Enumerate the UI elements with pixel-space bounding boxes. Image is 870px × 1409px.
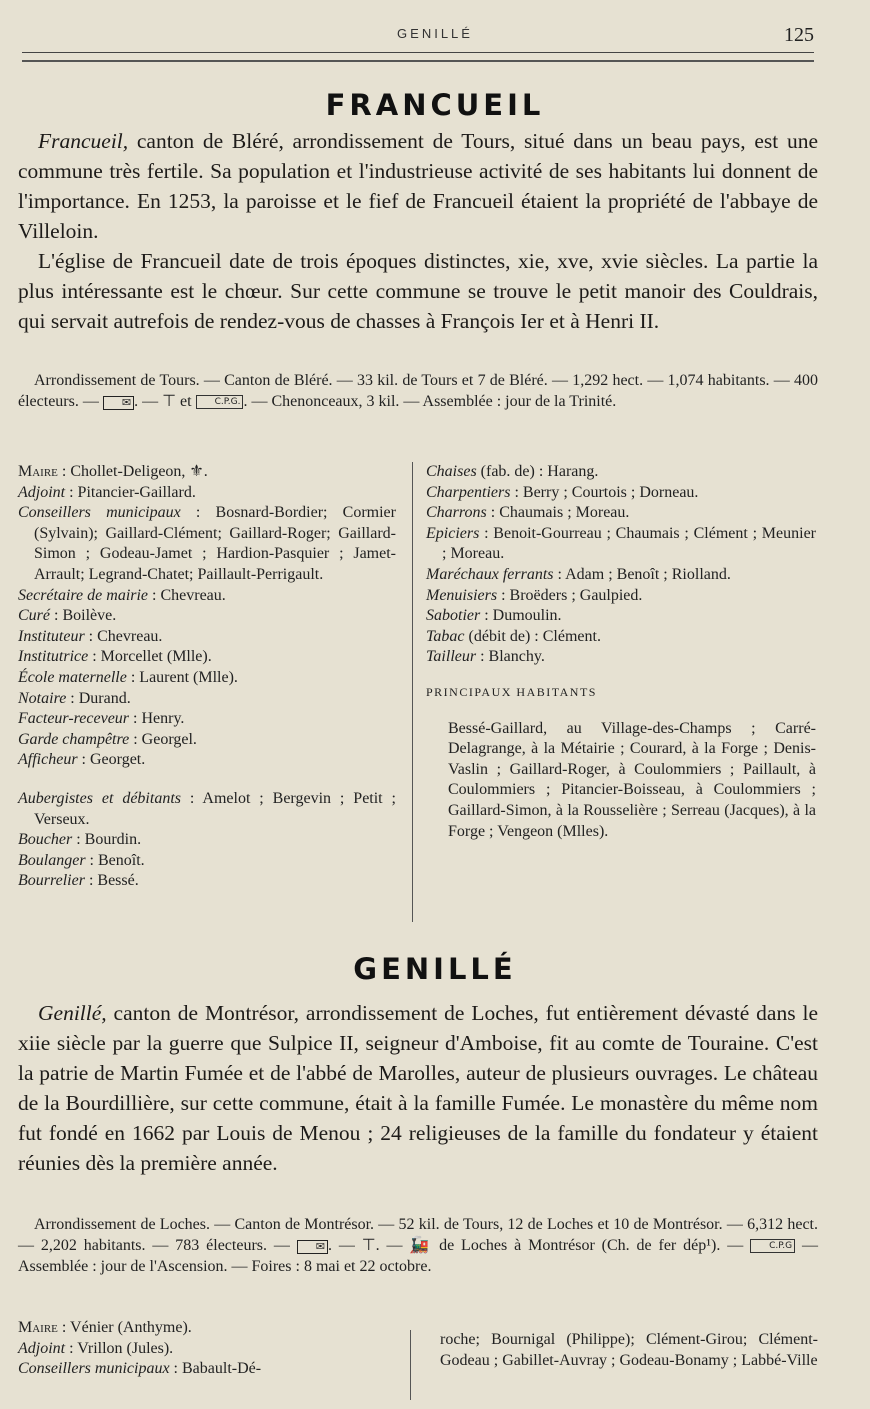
- directory-entry: Boucher : Bourdin.: [18, 831, 142, 849]
- directory-entry: Menuisiers : Broëders ; Gaulpied.: [426, 586, 643, 604]
- directory-entry: Facteur-receveur : Henry.: [18, 710, 185, 728]
- francueil-paragraph-2: L'église de Francueil date de trois époques distinctes, xie, xve, xvie siècles. La partie la plus intéressante est le chœur. Sur cette commune se trouve le petit manoir des Couldrais, qui servait autrefois de rendez-vous de chasses à François Ier et à Henri II.: [18, 249, 818, 333]
- directory-entry: Charpentiers : Berry ; Courtois ; Dorneau.: [426, 483, 699, 501]
- genille-lead: Genillé,: [38, 1001, 107, 1025]
- francueil-stats-text-a: Arrondissement de Tours. — Canton de Bléré. — 33 kil. de Tours et 7 de Bléré. — 1,292 hect. — 1,074 habitants. — 400 électeurs. —: [18, 372, 818, 410]
- directory-entry: Garde champêtre : Georgel.: [18, 730, 197, 748]
- genille-intro: [18, 998, 818, 1178]
- column-divider: [412, 462, 413, 922]
- directory-entry: Maréchaux ferrants : Adam ; Benoît ; Riolland.: [426, 565, 731, 583]
- directory-entry: Tailleur : Blanchy.: [426, 648, 545, 666]
- genille-paragraph-1: [18, 998, 818, 1178]
- cpg-badge: C.P.G.: [196, 395, 244, 409]
- directory-entry: Maire : Vénier (Anthyme).: [18, 1319, 192, 1336]
- francueil-lead: Francueil,: [38, 129, 129, 153]
- header-rule-thick: [22, 60, 814, 62]
- page-number: 125: [784, 24, 814, 46]
- genille-stats-text-c: — Assemblée : jour de l'Ascension. — Foires : 8 mai et 22 octobre.: [18, 1237, 818, 1275]
- francueil-right-column: [426, 462, 816, 842]
- header-rule: [22, 52, 814, 53]
- genille-stats-text-a: Arrondissement de Loches. — Canton de Montrésor. — 52 kil. de Tours, 12 de Loches et 10 de Montrésor. — 6,312 hect. — 2,202 habitants. — 783 électeurs. —: [18, 1216, 818, 1254]
- directory-entry: Secrétaire de mairie : Chevreau.: [18, 586, 226, 604]
- genille-left-column: [18, 1318, 396, 1380]
- directory-entry: Conseillers municipaux : Babault-Dé-: [18, 1360, 262, 1378]
- running-head: [0, 26, 870, 46]
- francueil-paragraph-1: [18, 126, 818, 246]
- genille-stats-text-b: . — ⊤. — 🚂 de Loches à Montrésor (Ch. de fer dép¹). —: [327, 1237, 744, 1254]
- conseillers-continued: roche; Bournigal (Philippe); Clément-Girou; Clément-Godeau ; Gabillet-Auvray ; Godeau-Bonamy ; Labbé-Ville: [440, 1331, 818, 1369]
- francueil-paragraph-1-text: canton de Bléré, arrondissement de Tours, situé dans un beau pays, est une commune très fertile. Sa population et l'industrieuse activité de ses habitants lui donnent de l'importance. En 1253, la paroisse et le fief de Francueil étaient la propriété de l'abbaye de Villeloin.: [18, 129, 818, 243]
- principaux-heading: PRINCIPAUX HABITANTS: [426, 684, 597, 699]
- francueil-intro: [18, 126, 818, 336]
- directory-entry: Adjoint : Pitancier-Gaillard.: [18, 483, 196, 501]
- directory-entry: Instituteur : Chevreau.: [18, 627, 163, 645]
- directory-entry: Curé : Boilève.: [18, 607, 117, 625]
- cpg-badge: C.P.G: [750, 1239, 795, 1253]
- column-divider: [410, 1330, 411, 1400]
- directory-entry: Institutrice : Morcellet (Mlle).: [18, 648, 212, 666]
- directory-entry: École maternelle : Laurent (Mlle).: [18, 668, 238, 686]
- directory-entry: Adjoint : Vrillon (Jules).: [18, 1339, 174, 1357]
- directory-entry: Tabac (débit de) : Clément.: [426, 627, 601, 645]
- directory-entry: Bourrelier : Bessé.: [18, 872, 139, 890]
- francueil-left-column: [18, 462, 396, 892]
- mail-icon: ✉: [297, 1240, 328, 1254]
- principaux-list: Bessé-Gaillard, au Village-des-Champs ; Carré-Delagrange, à la Métairie ; Courard, à la Forge ; Denis-Vaslin ; Gaillard-Roger, à Coulommiers ; Paillault, à Coulommiers ; Pitancier-Boisseau, à Coulommiers ; Gaillard-Simon, à la Rousselière ; Serreau (Jacques), à la Forge ; Vengeon (Mlles).: [448, 719, 816, 840]
- francueil-stats: [18, 370, 818, 412]
- genille-right-column: [440, 1330, 818, 1371]
- directory-entry: Conseillers municipaux : Bosnard-Bordier; Cormier (Sylvain); Gaillard-Clément; Gaillard-Roger; Gaillard-Simon ; Godeau-Jamet ; Hardion-Pasquier ; Jamet-Arrault; Legrand-Chatet; Paillault-Perrigault.: [18, 504, 396, 583]
- francueil-title: FRANCUEIL: [325, 88, 545, 122]
- directory-entry: Aubergistes et débitants : Amelot ; Bergevin ; Petit ; Verseux.: [18, 789, 396, 828]
- directory-entry: Sabotier : Dumoulin.: [426, 607, 562, 625]
- directory-entry: Charrons : Chaumais ; Moreau.: [426, 504, 630, 522]
- directory-entry: Afficheur : Georget.: [18, 751, 146, 769]
- mail-icon: ✉: [103, 396, 134, 410]
- directory-entry: Boulanger : Benoît.: [18, 851, 145, 869]
- francueil-stats-text-b: . — ⊤ et: [134, 393, 192, 410]
- directory-entry: Chaises (fab. de) : Harang.: [426, 463, 599, 480]
- genille-title: GENILLÉ: [353, 952, 517, 986]
- directory-entry: Notaire : Durand.: [18, 689, 131, 707]
- running-title: GENILLÉ: [397, 26, 473, 41]
- genille-paragraph-1-text: canton de Montrésor, arrondissement de Loches, fut entièrement dévasté dans le xiie siècle par la guerre que Sulpice II, seigneur d'Amboise, fit au comte de Touraine. C'est la patrie de Martin Fumée et de l'abbé de Marolles, auteur de plusieurs ouvrages. Le château de la Bourdillière, sur cette commune, était à la famille Fumée. Le monastère du même nom fut fondé en 1662 par Louis de Menou ; 24 religieuses de la famille du fondateur y étaient réunies dès la première année.: [18, 1001, 818, 1175]
- spacer: [18, 771, 396, 789]
- directory-entry: Epiciers : Benoit-Gourreau ; Chaumais ; Clément ; Meunier ; Moreau.: [426, 524, 816, 563]
- directory-entry: Maire : Chollet-Deligeon, ⚜.: [18, 463, 208, 480]
- francueil-stats-text-c: . — Chenonceaux, 3 kil. — Assemblée : jour de la Trinité.: [243, 393, 617, 410]
- genille-stats: [18, 1214, 818, 1277]
